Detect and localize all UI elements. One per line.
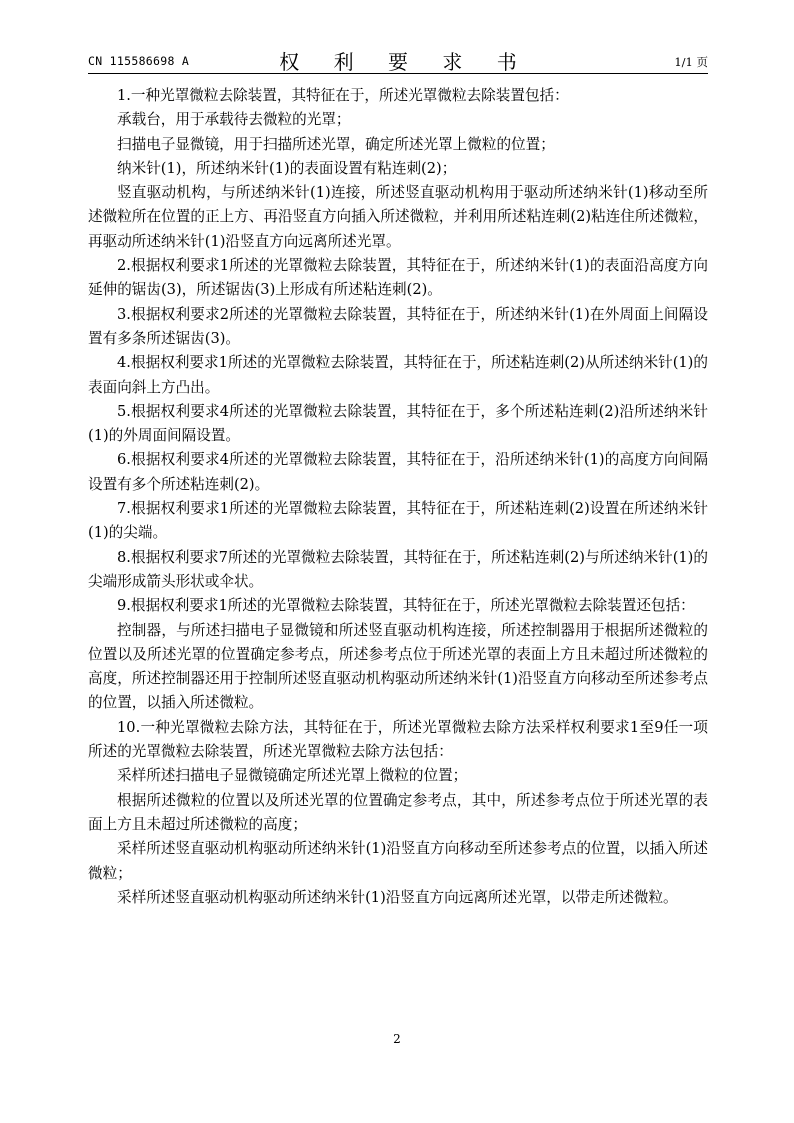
claim-1-carrier-stage: 承载台，用于承载待去微粒的光罩； (117, 111, 351, 129)
page-indicator: 1/1 页 (674, 55, 708, 69)
claim-9-paragraph: 9.根据权利要求1所述的光罩微粒去除装置，其特征在于，所述光罩微粒去除装置还包括： (117, 597, 695, 615)
document-title: 权 利 要 求 书 (279, 50, 531, 74)
claim-10-step-3: 采样所述竖直驱动机构驱动所述纳米针(1)沿竖直方向移动至所述参考点的位置，以插入所述微粒； (88, 840, 708, 882)
page-number: 2 (393, 1032, 401, 1046)
claim-1-paragraph: 1.一种光罩微粒去除装置，其特征在于，所述光罩微粒去除装置包括： (117, 87, 569, 104)
claim-5-paragraph: 5.根据权利要求4所述的光罩微粒去除装置，其特征在于，多个所述粘连刺(2)沿所述纳米针(1)的外周面间隔设置。 (88, 402, 708, 445)
claim-6-paragraph: 6.根据权利要求4所述的光罩微粒去除装置，其特征在于，沿所述纳米针(1)的高度方向间隔设置有多个所述粘连刺(2)。 (88, 451, 708, 493)
claim-7-paragraph: 7.根据权利要求1所述的光罩微粒去除装置，其特征在于，所述粘连刺(2)设置在所述纳米针(1)的尖端。 (88, 500, 708, 542)
claim-10-step-4: 采样所述竖直驱动机构驱动所述纳米针(1)沿竖直方向远离所述光罩，以带走所述微粒。 (117, 888, 678, 906)
claim-1-nanoneedle: 纳米针(1)，所述纳米针(1)的表面设置有粘连刺(2)； (117, 159, 457, 177)
claim-1-sem: 扫描电子显微镜，用于扫描所述光罩，确定所述光罩上微粒的位置； (117, 135, 555, 153)
claim-10-paragraph: 10.一种光罩微粒去除方法，其特征在于，所述光罩微粒去除方法采样权利要求1至9任一项所述的光罩微粒去除装置，所述光罩微粒去除方法包括： (88, 718, 708, 761)
claims-body (88, 84, 708, 910)
claim-2-paragraph: 2.根据权利要求1所述的光罩微粒去除装置，其特征在于，所述纳米针(1)的表面沿高度方向延伸的锯齿(3)，所述锯齿(3)上形成有所述粘连刺(2)。 (88, 257, 708, 299)
claim-9-controller: 控制器，与所述扫描电子显微镜和所述竖直驱动机构连接，所述控制器用于根据所述微粒的位置以及所述光罩的位置确定参考点，所述参考点位于所述光罩的表面上方且未超过所述微粒的高度，所述控制器还用于控制所述竖直驱动机构驱动所述纳米针(1)沿竖直方向移动至所述参考点的位置，以插入所述微粒。 (88, 621, 708, 712)
claim-10-step-2: 根据所述微粒的位置以及所述光罩的位置确定参考点，其中，所述参考点位于所述光罩的表面上方且未超过所述微粒的高度； (88, 791, 708, 833)
claim-10-step-1: 采样所述扫描电子显微镜确定所述光罩上微粒的位置； (117, 767, 468, 785)
claim-3-paragraph: 3.根据权利要求2所述的光罩微粒去除装置，其特征在于，所述纳米针(1)在外周面上间隔设置有多条所述锯齿(3)。 (88, 305, 708, 347)
document-number: CN 115586698 A (88, 54, 190, 68)
header-divider (88, 73, 708, 74)
claim-8-paragraph: 8.根据权利要求7所述的光罩微粒去除装置，其特征在于，所述粘连刺(2)与所述纳米针(1)的尖端形成箭头形状或伞状。 (88, 548, 708, 590)
page-header (88, 44, 708, 74)
claim-1-vertical-drive: 竖直驱动机构，与所述纳米针(1)连接，所述竖直驱动机构用于驱动所述纳米针(1)移动至所述微粒所在位置的正上方、再沿竖直方向插入所述微粒，并利用所述粘连刺(2)粘连住所述微粒，再驱动所述纳米针(1)沿竖直方向远离所述光罩。 (88, 184, 708, 250)
claim-4-paragraph: 4.根据权利要求1所述的光罩微粒去除装置，其特征在于，所述粘连刺(2)从所述纳米针(1)的表面向斜上方凸出。 (88, 354, 708, 396)
